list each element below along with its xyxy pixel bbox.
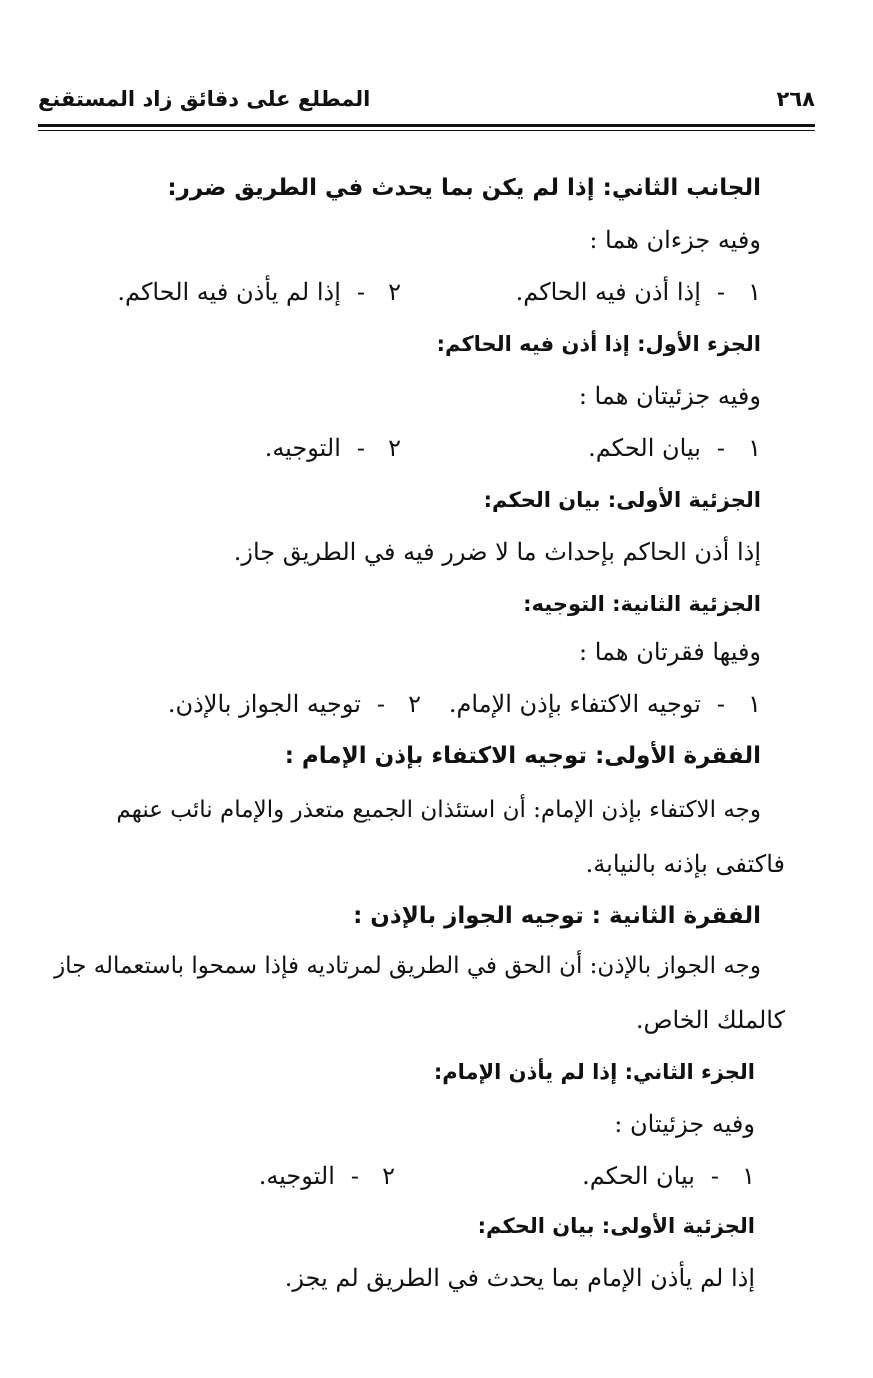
paragraph-heading: الفقرة الأولى: توجيه الاكتفاء بإذن الإمام : — [284, 743, 761, 769]
page-number: ٢٦٨ — [776, 87, 815, 111]
paragraph: وفيه جزئيتان هما : — [578, 382, 761, 410]
list-number: ١ — [742, 1162, 755, 1190]
list-number: ١ — [748, 434, 761, 462]
subsection-heading: الجزئية الثانية: التوجيه: — [523, 592, 761, 616]
section-heading: الجانب الثاني: إذا لم يكن بما يحدث في الطريق ضرر: — [167, 175, 761, 201]
numbered-list — [131, 430, 761, 470]
list-item-text: بيان الحكم. — [582, 1162, 695, 1190]
paragraph: وجه الجواز بالإذن: أن الحق في الطريق لمرتاديه فإذا سمحوا باستعماله جاز — [54, 953, 761, 979]
list-item — [168, 686, 421, 722]
list-item-text: التوجيه. — [258, 1162, 335, 1190]
list-number: ٢ — [408, 690, 421, 718]
list-item — [117, 274, 401, 310]
subsection-heading: الجزئية الأولى: بيان الحكم: — [483, 488, 761, 512]
list-item — [516, 274, 761, 310]
list-item-text: توجيه الاكتفاء بإذن الإمام. — [448, 690, 701, 718]
paragraph-heading: الفقرة الثانية : توجيه الجواز بالإذن : — [353, 903, 761, 929]
numbered-list — [125, 1158, 755, 1198]
list-number: ٢ — [388, 278, 401, 306]
paragraph: وفيه جزئيتان : — [614, 1110, 755, 1138]
subsection-heading: الجزء الثاني: إذا لم يأذن الإمام: — [433, 1060, 755, 1084]
numbered-list — [117, 274, 761, 314]
list-item-text: بيان الحكم. — [588, 434, 701, 462]
list-item-text: التوجيه. — [264, 434, 341, 462]
paragraph: وجه الاكتفاء بإذن الإمام: أن استئذان الجميع متعذر والإمام نائب عنهم — [116, 797, 761, 823]
list-dash: - — [376, 690, 385, 718]
running-header — [38, 84, 815, 120]
paragraph: إذا لم يأذن الإمام بما يحدث في الطريق لم يجز. — [284, 1264, 755, 1292]
list-number: ١ — [748, 278, 761, 306]
paragraph-continuation: كالملك الخاص. — [635, 1006, 785, 1034]
list-item-text: توجيه الجواز بالإذن. — [167, 690, 361, 718]
paragraph-continuation: فاكتفى بإذنه بالنيابة. — [585, 850, 785, 878]
list-item-text: إذا لم يأذن فيه الحاكم. — [117, 278, 341, 306]
list-number: ٢ — [388, 434, 401, 462]
subsection-heading: الجزئية الأولى: بيان الحكم: — [477, 1214, 755, 1238]
list-item — [265, 430, 401, 466]
list-dash: - — [356, 434, 365, 462]
paragraph: إذا أذن الحاكم بإحداث ما لا ضرر فيه في الطريق جاز. — [233, 538, 761, 566]
paragraph: وفيه جزءان هما : — [589, 226, 761, 254]
list-dash: - — [716, 690, 725, 718]
numbered-list — [131, 686, 761, 726]
paragraph: وفيها فقرتان هما : — [579, 638, 761, 666]
list-number: ٢ — [382, 1162, 395, 1190]
list-dash: - — [356, 278, 365, 306]
list-item — [449, 686, 761, 722]
list-item — [588, 430, 761, 466]
list-item — [582, 1158, 755, 1194]
list-number: ١ — [748, 690, 761, 718]
subsection-heading: الجزء الأول: إذا أذن فيه الحاكم: — [436, 332, 761, 356]
list-dash: - — [716, 434, 725, 462]
list-item-text: إذا أذن فيه الحاكم. — [515, 278, 701, 306]
list-dash: - — [710, 1162, 719, 1190]
list-dash: - — [716, 278, 725, 306]
header-divider — [38, 124, 815, 131]
list-item — [259, 1158, 395, 1194]
list-dash: - — [350, 1162, 359, 1190]
book-title: المطلع على دقائق زاد المستقنع — [38, 87, 371, 111]
